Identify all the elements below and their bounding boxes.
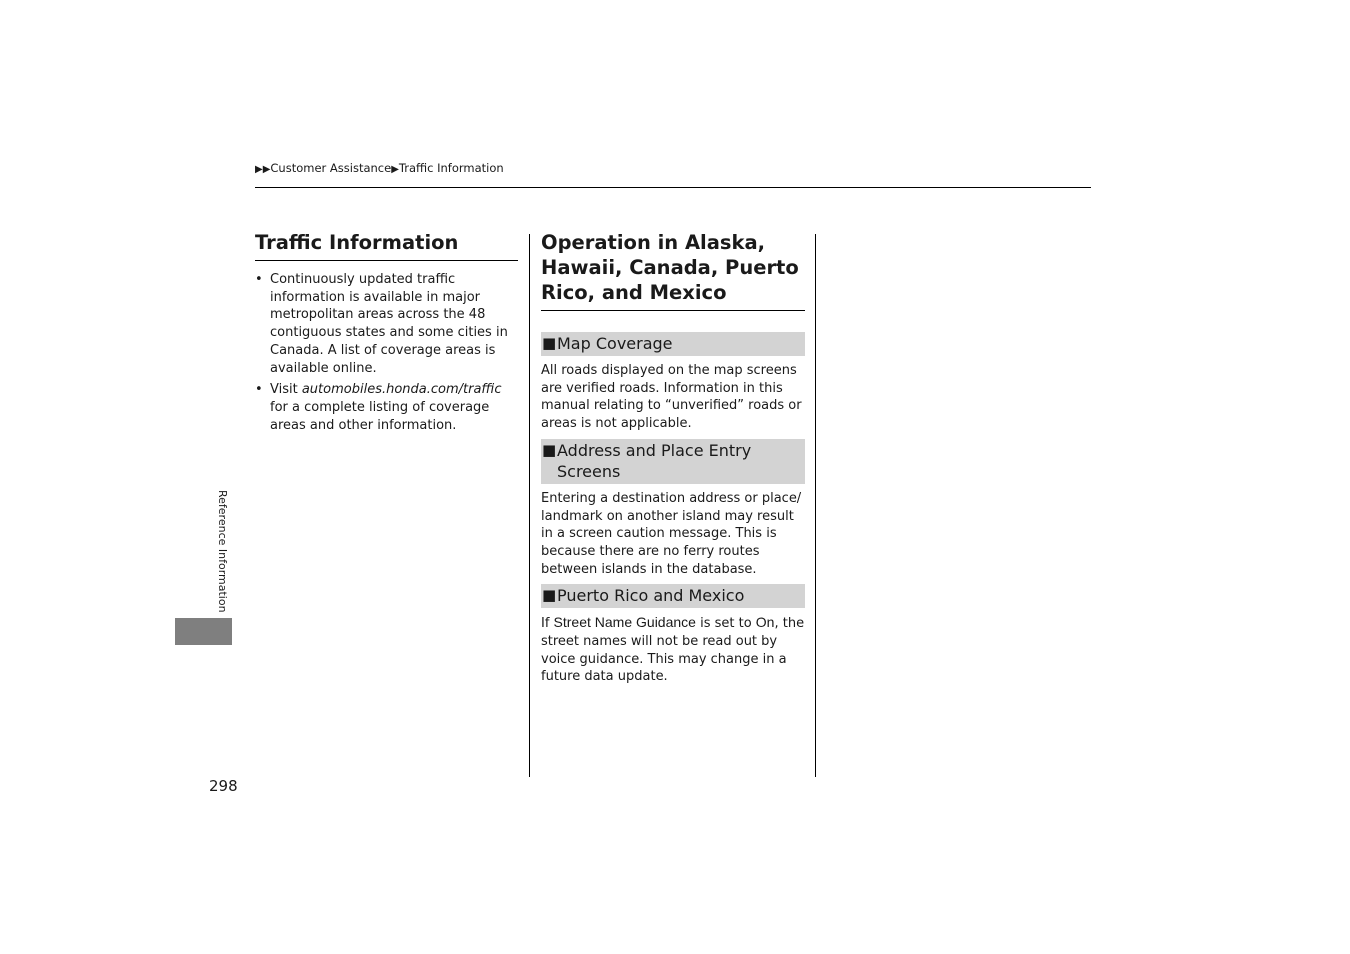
address-entry-heading-label: Address and Place Entry Screens bbox=[557, 440, 752, 481]
column-divider bbox=[815, 234, 816, 777]
on-term: On bbox=[755, 614, 775, 631]
breadcrumb-separator-icon: ▶ bbox=[391, 164, 399, 175]
section-tab bbox=[175, 618, 232, 645]
traffic-information-column bbox=[255, 230, 518, 438]
map-coverage-heading-label: Map Coverage bbox=[557, 334, 673, 353]
street-name-guidance-term: Street Name Guidance bbox=[553, 614, 696, 631]
traffic-bullet-list bbox=[255, 271, 518, 434]
traffic-website-link[interactable]: automobiles.honda.com/traffic bbox=[301, 382, 502, 398]
square-bullet-icon: ■ bbox=[542, 334, 557, 352]
bullet-icon: • bbox=[255, 272, 263, 287]
bullet-icon: • bbox=[255, 382, 263, 398]
bullet-text-suffix: for a complete listing of coverage areas and other information. bbox=[270, 399, 490, 433]
list-item bbox=[255, 381, 518, 434]
square-bullet-icon: ■ bbox=[542, 440, 557, 459]
breadcrumb-item-customer-assistance[interactable]: Customer Assistance bbox=[270, 161, 392, 175]
text-end: , the street names will not be read out by voice guidance. This may change in a future data update. bbox=[541, 616, 805, 685]
text-if: If bbox=[541, 616, 554, 632]
list-item bbox=[255, 271, 518, 377]
breadcrumb-item-traffic-information[interactable]: Traffic Information bbox=[398, 161, 504, 175]
puerto-rico-mexico-heading-label: Puerto Rico and Mexico bbox=[557, 586, 745, 606]
operation-title: Operation in Alaska, Hawaii, Canada, Puerto Rico, and Mexico bbox=[541, 230, 805, 311]
bullet-text: Continuously updated traffic information is available in major metropolitan areas across the 48 contiguous states and some cities in Canada. A list of coverage areas is available online. bbox=[270, 272, 508, 376]
puerto-rico-mexico-text bbox=[541, 614, 805, 686]
address-entry-heading bbox=[541, 439, 805, 484]
square-bullet-icon: ■ bbox=[542, 586, 557, 605]
reference-information-side-label: Reference Information bbox=[216, 490, 229, 613]
puerto-rico-mexico-heading bbox=[541, 584, 805, 608]
header-rule bbox=[255, 187, 1091, 188]
breadcrumb bbox=[255, 161, 504, 175]
operation-column bbox=[541, 230, 805, 686]
breadcrumb-arrows-icon: ▶▶ bbox=[255, 164, 271, 175]
column-divider bbox=[529, 234, 530, 777]
map-coverage-heading bbox=[541, 332, 805, 356]
bullet-text-prefix: Visit bbox=[270, 382, 302, 398]
page-number: 298 bbox=[209, 777, 238, 795]
address-entry-text: Entering a destination address or place/ landmark on another island may result in a screen caution message. This is because there are no ferry routes between islands in the database. bbox=[541, 490, 802, 577]
map-coverage-text: All roads displayed on the map screens are verified roads. Information in this manual relating to “unverified” roads or areas is not applicable. bbox=[541, 363, 802, 432]
text-mid: is set to bbox=[695, 616, 756, 632]
traffic-information-title: Traffic Information bbox=[255, 230, 518, 261]
